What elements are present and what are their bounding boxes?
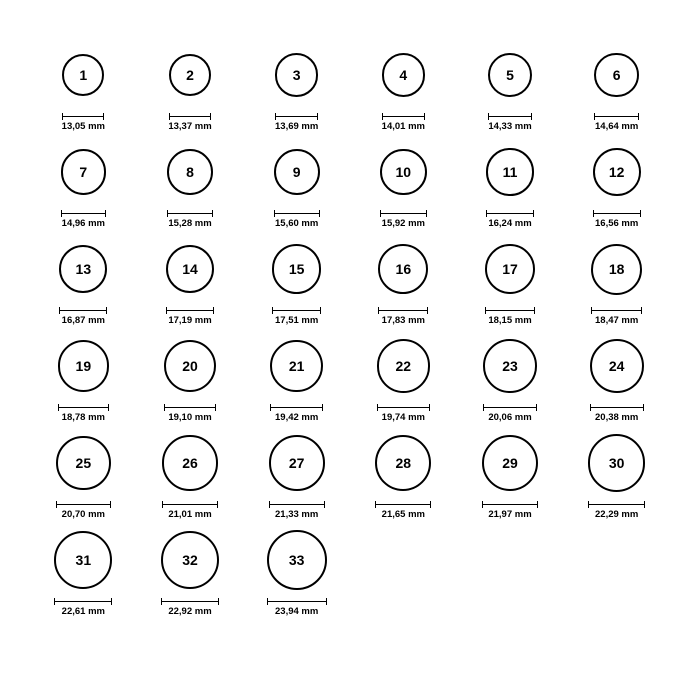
ring-size-cell: [350, 428, 457, 525]
ring-size-number: 7: [79, 164, 88, 180]
ring-size-cell: [350, 137, 457, 234]
measure-tick-left: [269, 501, 270, 508]
ring-circle: [593, 148, 641, 196]
measure-bar: [377, 407, 430, 408]
measure-tick-right: [537, 501, 538, 508]
measure-tick-right: [534, 307, 535, 314]
diameter-measure-line: [274, 210, 320, 218]
ring-size-cell: [350, 234, 457, 331]
ring-circle: [482, 435, 539, 492]
ring-circle-wrapper: [274, 137, 320, 207]
ring-circle-wrapper: [588, 428, 645, 498]
diameter-label: 21,33 mm: [275, 509, 319, 520]
measure-tick-left: [486, 210, 487, 217]
measure-bar: [375, 504, 431, 505]
ring-circle-wrapper: [59, 234, 107, 304]
measure-bar: [485, 310, 535, 311]
ring-circle: [380, 149, 427, 196]
measure-bar: [270, 407, 323, 408]
ring-circle-wrapper: [275, 40, 318, 110]
ring-circle: [274, 149, 320, 195]
ring-circle: [591, 244, 642, 295]
ring-size-cell: [350, 40, 457, 137]
ring-circle: [486, 148, 533, 195]
measure-tick-left: [166, 307, 167, 314]
ring-circle: [54, 531, 112, 589]
measure-tick-left: [272, 307, 273, 314]
ring-circle: [61, 149, 106, 194]
diameter-label: 17,83 mm: [381, 315, 425, 326]
measure-tick-right: [217, 501, 218, 508]
diameter-label: 13,37 mm: [168, 121, 212, 132]
diameter-measure-line: [62, 113, 104, 121]
ring-circle: [382, 53, 426, 97]
ring-circle-wrapper: [58, 331, 110, 401]
diameter-label: 22,61 mm: [61, 606, 105, 617]
diameter-label: 18,47 mm: [595, 315, 639, 326]
ring-circle: [588, 434, 645, 491]
ring-size-number: 2: [186, 67, 194, 83]
ring-size-number: 26: [182, 455, 198, 471]
diameter-label: 15,28 mm: [168, 218, 212, 229]
ring-size-number: 5: [506, 67, 514, 83]
diameter-label: 20,38 mm: [595, 412, 639, 423]
diameter-measure-line: [378, 307, 428, 315]
measure-tick-right: [103, 113, 104, 120]
measure-bar: [61, 213, 106, 214]
measure-tick-right: [320, 307, 321, 314]
ring-circle-wrapper: [488, 40, 532, 110]
measure-tick-left: [169, 113, 170, 120]
measure-tick-left: [270, 404, 271, 411]
ring-size-number: 29: [502, 455, 518, 471]
diameter-label: 14,33 mm: [488, 121, 532, 132]
ring-size-cell: [243, 137, 350, 234]
ring-circle-wrapper: [62, 40, 104, 110]
ring-circle: [377, 339, 430, 392]
diameter-label: 16,87 mm: [61, 315, 105, 326]
measure-tick-right: [426, 210, 427, 217]
ring-circle-wrapper: [161, 525, 219, 595]
diameter-measure-line: [482, 501, 539, 509]
ring-circle-wrapper: [166, 234, 215, 304]
diameter-measure-line: [54, 598, 112, 606]
ring-size-cell: [457, 428, 564, 525]
ring-circle-wrapper: [380, 137, 427, 207]
ring-circle-wrapper: [272, 234, 321, 304]
measure-bar: [162, 504, 217, 505]
ring-size-number: 14: [182, 260, 198, 277]
measure-tick-left: [593, 210, 594, 217]
ring-size-cell: [457, 137, 564, 234]
diameter-label: 21,01 mm: [168, 509, 212, 520]
measure-bar: [59, 310, 107, 311]
ring-size-number: 15: [288, 260, 305, 277]
ring-circle-wrapper: [486, 137, 533, 207]
measure-tick-right: [638, 113, 639, 120]
measure-tick-right: [536, 404, 537, 411]
ring-size-number: 11: [502, 163, 518, 180]
ring-circle: [56, 436, 111, 491]
measure-bar: [594, 116, 639, 117]
diameter-measure-line: [272, 307, 321, 315]
measure-bar: [488, 116, 532, 117]
measure-bar: [54, 601, 112, 602]
diameter-measure-line: [485, 307, 535, 315]
diameter-measure-line: [161, 598, 219, 606]
diameter-label: 21,97 mm: [488, 509, 532, 520]
ring-circle-wrapper: [270, 331, 323, 401]
ring-circle-wrapper: [485, 234, 535, 304]
ring-size-number: 10: [395, 164, 412, 180]
ring-circle-wrapper: [375, 428, 431, 498]
ring-size-number: 1: [79, 67, 88, 83]
measure-tick-right: [213, 307, 214, 314]
measure-tick-left: [483, 404, 484, 411]
ring-size-cell: [563, 40, 670, 137]
measure-tick-right: [531, 113, 532, 120]
diameter-measure-line: [588, 501, 645, 509]
ring-size-number: 25: [75, 455, 92, 471]
ring-circle-wrapper: [593, 137, 641, 207]
measure-tick-left: [267, 598, 268, 605]
ring-size-cell: [563, 234, 670, 331]
ring-size-cell: [243, 40, 350, 137]
ring-size-cell: [137, 525, 244, 622]
measure-bar: [486, 213, 533, 214]
diameter-label: 14,64 mm: [595, 121, 639, 132]
diameter-measure-line: [488, 113, 532, 121]
ring-size-cell: [137, 40, 244, 137]
ring-size-number: 4: [399, 67, 408, 83]
diameter-measure-line: [486, 210, 533, 218]
measure-tick-right: [424, 113, 425, 120]
ring-circle-wrapper: [167, 137, 213, 207]
measure-bar: [382, 116, 426, 117]
ring-size-number: 33: [288, 552, 305, 568]
ring-circle-wrapper: [56, 428, 111, 498]
ring-size-cell: [243, 331, 350, 428]
ring-size-number: 8: [186, 164, 194, 180]
diameter-measure-line: [275, 113, 318, 121]
measure-tick-left: [591, 307, 592, 314]
measure-tick-left: [61, 210, 62, 217]
ring-circle: [267, 530, 327, 590]
measure-tick-right: [212, 210, 213, 217]
measure-tick-left: [380, 210, 381, 217]
measure-bar: [62, 116, 104, 117]
ring-circle: [59, 245, 107, 293]
ring-size-cell: [30, 40, 137, 137]
ring-circle-wrapper: [162, 428, 217, 498]
ring-size-number: 16: [395, 260, 412, 277]
diameter-label: 17,51 mm: [275, 315, 319, 326]
ring-circle-wrapper: [377, 331, 430, 401]
measure-tick-right: [324, 501, 325, 508]
ring-circle-wrapper: [378, 234, 428, 304]
diameter-measure-line: [593, 210, 641, 218]
ring-circle-wrapper: [382, 40, 426, 110]
ring-circle: [378, 244, 428, 294]
ring-circle: [483, 339, 537, 393]
ring-size-cell: [457, 234, 564, 331]
diameter-measure-line: [164, 404, 216, 412]
diameter-label: 15,60 mm: [275, 218, 319, 229]
ring-circle-wrapper: [591, 234, 642, 304]
measure-tick-left: [488, 113, 489, 120]
measure-tick-right: [644, 501, 645, 508]
ring-size-number: 30: [608, 454, 625, 471]
ring-circle-wrapper: [594, 40, 639, 110]
ring-size-cell: [243, 525, 350, 622]
ring-circle-wrapper: [169, 40, 212, 110]
measure-tick-left: [161, 598, 162, 605]
measure-tick-right: [326, 598, 327, 605]
measure-tick-left: [485, 307, 486, 314]
measure-tick-right: [429, 404, 430, 411]
diameter-label: 22,92 mm: [168, 606, 212, 617]
measure-tick-right: [322, 404, 323, 411]
measure-bar: [167, 213, 213, 214]
ring-size-number: 17: [502, 260, 518, 277]
ring-size-cell: [563, 331, 670, 428]
measure-tick-right: [215, 404, 216, 411]
measure-bar: [380, 213, 427, 214]
measure-bar: [591, 310, 642, 311]
measure-bar: [269, 504, 325, 505]
ring-size-cell: [137, 137, 244, 234]
measure-bar: [161, 601, 219, 602]
measure-tick-left: [588, 501, 589, 508]
measure-tick-right: [108, 404, 109, 411]
measure-bar: [482, 504, 539, 505]
measure-bar: [169, 116, 212, 117]
diameter-measure-line: [270, 404, 323, 412]
ring-size-cell: [30, 331, 137, 428]
diameter-label: 23,94 mm: [275, 606, 319, 617]
measure-bar: [272, 310, 321, 311]
measure-tick-left: [378, 307, 379, 314]
measure-tick-left: [54, 598, 55, 605]
ring-size-cell: [457, 40, 564, 137]
measure-tick-right: [533, 210, 534, 217]
ring-size-cell: [30, 525, 137, 622]
diameter-label: 18,78 mm: [61, 412, 105, 423]
measure-tick-left: [377, 404, 378, 411]
ring-size-cell: [30, 428, 137, 525]
diameter-measure-line: [269, 501, 325, 509]
measure-bar: [378, 310, 428, 311]
ring-circle-wrapper: [269, 428, 325, 498]
measure-tick-left: [274, 210, 275, 217]
measure-tick-left: [59, 307, 60, 314]
ring-circle: [166, 245, 215, 294]
diameter-measure-line: [382, 113, 426, 121]
ring-size-number: 21: [288, 358, 305, 374]
measure-bar: [274, 213, 320, 214]
ring-circle: [167, 149, 213, 195]
measure-tick-left: [162, 501, 163, 508]
ring-size-number: 3: [292, 67, 301, 83]
ring-size-grid: [30, 40, 670, 622]
ring-circle: [62, 54, 104, 96]
measure-tick-left: [590, 404, 591, 411]
diameter-label: 22,29 mm: [595, 509, 639, 520]
ring-size-cell: [243, 234, 350, 331]
measure-tick-right: [105, 210, 106, 217]
ring-size-number: 6: [612, 67, 621, 83]
measure-tick-left: [164, 404, 165, 411]
ring-size-cell: [30, 137, 137, 234]
ring-size-cell: [563, 428, 670, 525]
measure-bar: [483, 407, 537, 408]
ring-size-number: 23: [502, 358, 518, 374]
measure-tick-right: [317, 113, 318, 120]
diameter-label: 13,69 mm: [275, 121, 319, 132]
diameter-measure-line: [380, 210, 427, 218]
diameter-label: 19,10 mm: [168, 412, 212, 423]
diameter-label: 13,05 mm: [61, 121, 105, 132]
ring-size-cell: [563, 137, 670, 234]
ring-size-cell: [350, 331, 457, 428]
ring-size-cell: [137, 234, 244, 331]
ring-circle: [275, 53, 318, 96]
measure-tick-left: [58, 404, 59, 411]
diameter-measure-line: [56, 501, 111, 509]
measure-bar: [58, 407, 110, 408]
diameter-label: 14,01 mm: [381, 121, 425, 132]
diameter-label: 20,06 mm: [488, 412, 532, 423]
ring-circle: [269, 435, 325, 491]
diameter-label: 19,42 mm: [275, 412, 319, 423]
ring-size-number: 32: [182, 551, 198, 568]
ring-circle: [270, 340, 323, 393]
measure-tick-right: [106, 307, 107, 314]
measure-tick-right: [641, 307, 642, 314]
diameter-measure-line: [267, 598, 327, 606]
ring-circle-wrapper: [267, 525, 327, 595]
diameter-measure-line: [162, 501, 217, 509]
ring-circle: [375, 435, 431, 491]
ring-circle-wrapper: [483, 331, 537, 401]
diameter-label: 14,96 mm: [61, 218, 105, 229]
ring-circle: [161, 531, 219, 589]
ring-size-number: 22: [395, 358, 412, 374]
ring-size-cell: [137, 331, 244, 428]
ring-size-number: 9: [292, 164, 301, 180]
ring-circle: [488, 53, 532, 97]
measure-tick-left: [275, 113, 276, 120]
ring-size-cell: [137, 428, 244, 525]
diameter-measure-line: [59, 307, 107, 315]
measure-bar: [166, 310, 215, 311]
diameter-measure-line: [591, 307, 642, 315]
measure-tick-right: [430, 501, 431, 508]
ring-circle-wrapper: [61, 137, 106, 207]
measure-tick-left: [62, 113, 63, 120]
diameter-measure-line: [377, 404, 430, 412]
ring-size-number: 20: [182, 358, 198, 374]
diameter-measure-line: [58, 404, 110, 412]
measure-tick-right: [427, 307, 428, 314]
measure-bar: [56, 504, 111, 505]
diameter-label: 21,65 mm: [381, 509, 425, 520]
ring-circle: [164, 340, 216, 392]
ring-size-cell: [243, 428, 350, 525]
measure-bar: [267, 601, 327, 602]
diameter-label: 16,24 mm: [488, 218, 532, 229]
ring-circle-wrapper: [164, 331, 216, 401]
measure-bar: [593, 213, 641, 214]
ring-size-number: 18: [608, 261, 625, 277]
ring-circle: [272, 244, 321, 293]
measure-bar: [275, 116, 318, 117]
diameter-measure-line: [590, 404, 644, 412]
diameter-measure-line: [483, 404, 537, 412]
measure-tick-right: [218, 598, 219, 605]
ring-circle: [162, 435, 217, 490]
measure-bar: [588, 504, 645, 505]
measure-tick-right: [319, 210, 320, 217]
diameter-label: 20,70 mm: [61, 509, 105, 520]
ring-size-cell: [457, 331, 564, 428]
ring-circle: [485, 244, 535, 294]
diameter-label: 19,74 mm: [381, 412, 425, 423]
ring-circle: [58, 340, 110, 392]
diameter-label: 16,56 mm: [595, 218, 639, 229]
measure-bar: [590, 407, 644, 408]
ring-circle: [590, 339, 644, 393]
ring-circle-wrapper: [590, 331, 644, 401]
diameter-measure-line: [166, 307, 215, 315]
ring-circle: [169, 54, 212, 97]
diameter-measure-line: [167, 210, 213, 218]
ring-size-number: 31: [75, 551, 92, 568]
diameter-measure-line: [375, 501, 431, 509]
diameter-measure-line: [61, 210, 106, 218]
ring-size-number: 12: [608, 163, 625, 180]
diameter-label: 17,19 mm: [168, 315, 212, 326]
ring-size-number: 13: [75, 260, 92, 277]
measure-tick-left: [594, 113, 595, 120]
measure-tick-right: [110, 501, 111, 508]
ring-size-number: 27: [288, 455, 305, 471]
measure-tick-right: [643, 404, 644, 411]
ring-circle-wrapper: [54, 525, 112, 595]
diameter-label: 18,15 mm: [488, 315, 532, 326]
ring-size-number: 19: [75, 358, 92, 374]
ring-circle: [594, 53, 639, 98]
diameter-measure-line: [594, 113, 639, 121]
measure-tick-left: [482, 501, 483, 508]
measure-tick-left: [382, 113, 383, 120]
ring-circle-wrapper: [482, 428, 539, 498]
diameter-label: 15,92 mm: [381, 218, 425, 229]
measure-bar: [164, 407, 216, 408]
measure-tick-right: [640, 210, 641, 217]
measure-tick-left: [56, 501, 57, 508]
measure-tick-left: [375, 501, 376, 508]
measure-tick-right: [111, 598, 112, 605]
ring-size-number: 24: [608, 358, 625, 374]
ring-size-number: 28: [395, 455, 412, 471]
measure-tick-left: [167, 210, 168, 217]
measure-tick-right: [210, 113, 211, 120]
diameter-measure-line: [169, 113, 212, 121]
ring-size-cell: [30, 234, 137, 331]
